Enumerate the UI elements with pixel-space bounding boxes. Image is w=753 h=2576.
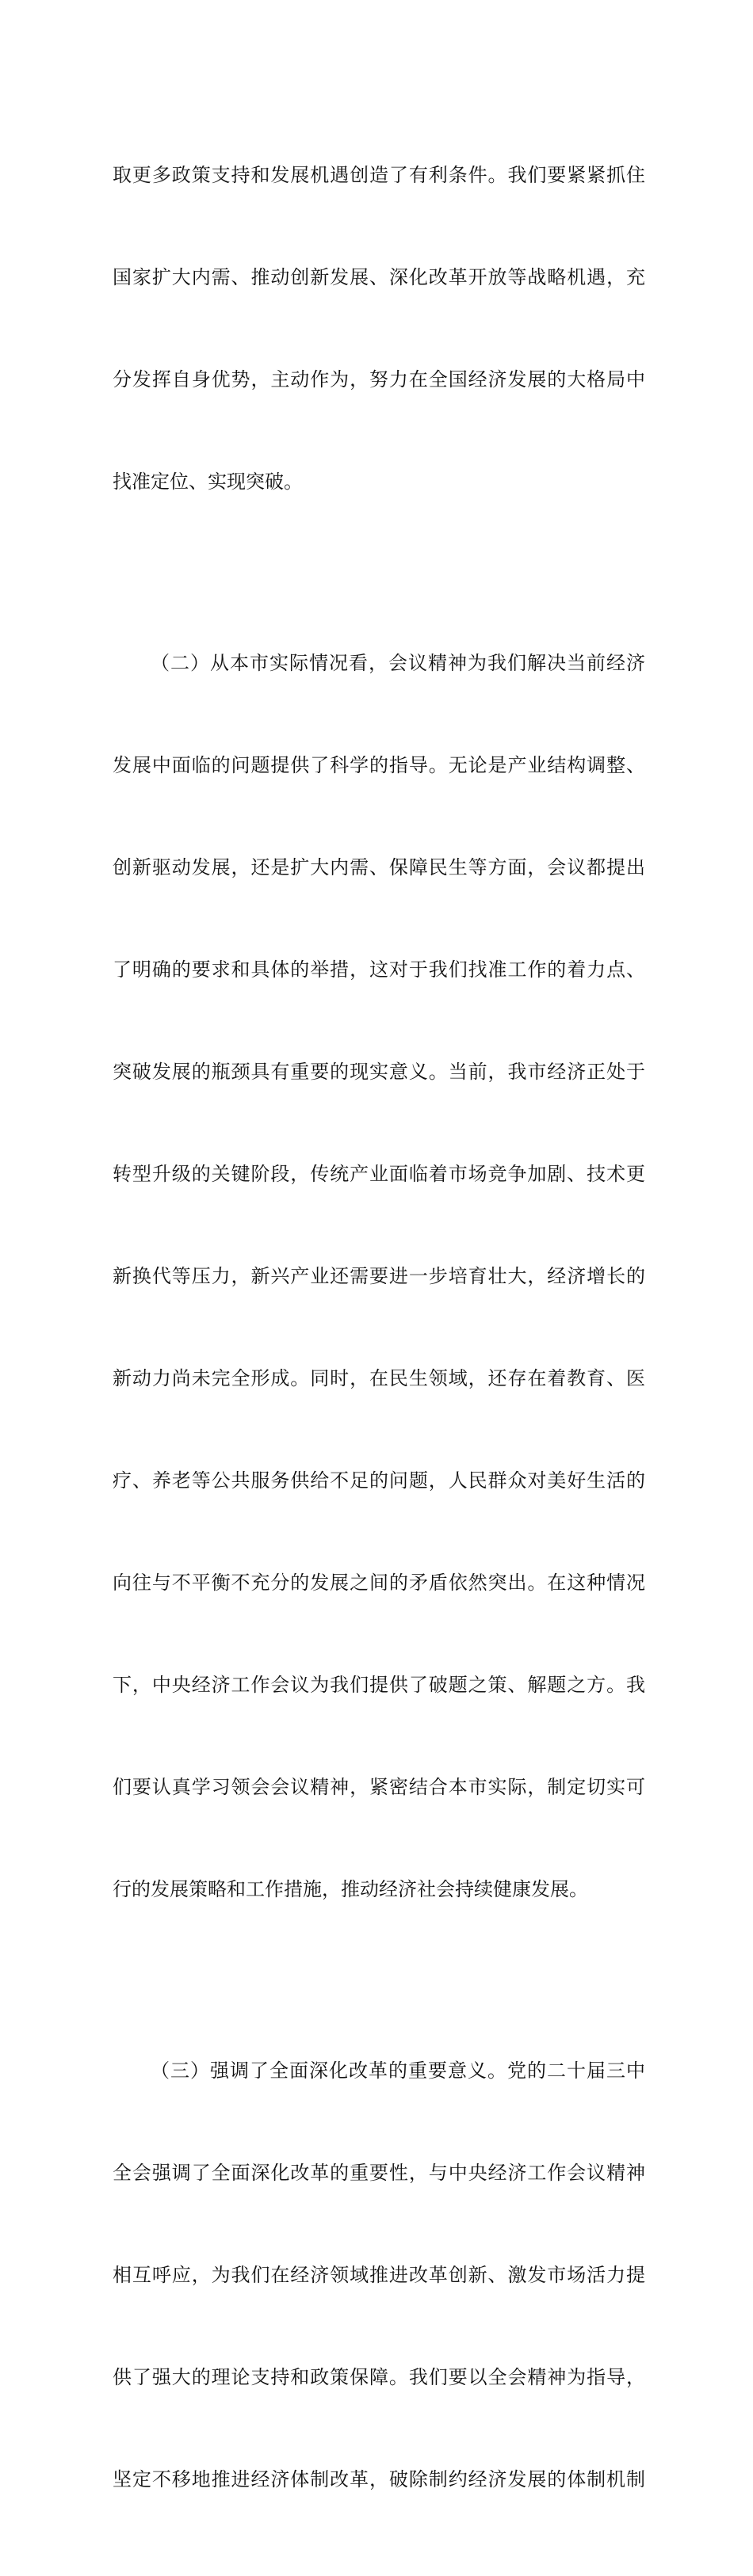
- text-line: 新换代等压力，新兴产业还需要进一步培育壮大，经济增长的: [113, 1265, 645, 1287]
- text-line: 了明确的要求和具体的举措，这对于我们找准工作的着力点、: [113, 958, 645, 981]
- text-line: 国家扩大内需、推动创新发展、深化改革开放等战略机遇，充: [113, 266, 645, 288]
- text-line: 取更多政策支持和发展机遇创造了有利条件。我们要紧紧抓住: [113, 164, 645, 186]
- text-line: 新动力尚未完全形成。同时，在民生领域，还存在着教育、医: [113, 1367, 645, 1389]
- text-line: 找准定位、实现突破。: [113, 471, 303, 493]
- text-line: 们要认真学习领会会议精神，紧密结合本市实际，制定切实可: [113, 1776, 645, 1798]
- text-line: 转型升级的关键阶段，传统产业面临着市场竞争加剧、技术更: [113, 1163, 645, 1185]
- text-line: 疗、养老等公共服务供给不足的问题，人民群众对美好生活的: [113, 1469, 645, 1492]
- text-line: 发展中面临的问题提供了科学的指导。无论是产业结构调整、: [113, 754, 645, 776]
- text-line: 相互呼应，为我们在经济领域推进改革创新、激发市场活力提: [113, 2264, 645, 2286]
- text-line: 突破发展的瓶颈具有重要的现实意义。当前，我市经济正处于: [113, 1061, 645, 1083]
- paragraph-1: [113, 90, 645, 567]
- text-line: 向往与不平衡不充分的发展之间的矛盾依然突出。在这种情况: [113, 1572, 645, 1594]
- text-line: 创新驱动发展，还是扩大内需、保障民生等方面，会议都提出: [113, 856, 645, 878]
- text-line: （三）强调了全面深化改革的重要意义。党的二十届三中: [151, 2060, 645, 2082]
- text-line: 坚定不移地推进经济体制改革，破除制约经济发展的体制机制: [113, 2468, 645, 2490]
- text-line: （二）从本市实际情况看，会议精神为我们解决当前经济: [151, 652, 645, 674]
- text-line: 行的发展策略和工作措施，推动经济社会持续健康发展。: [113, 1878, 588, 1900]
- text-line: 供了强大的理论支持和政策保障。我们要以全会精神为指导，: [113, 2366, 645, 2388]
- document-body: [113, 90, 645, 2576]
- text-line: 分发挥自身优势，主动作为，努力在全国经济发展的大格局中: [113, 368, 645, 391]
- text-line: 全会强调了全面深化改革的重要性，与中央经济工作会议精神: [113, 2162, 645, 2184]
- paragraph-3: [113, 1986, 645, 2565]
- paragraph-2: [113, 578, 645, 1975]
- text-line: 下，中央经济工作会议为我们提供了破题之策、解题之方。我: [113, 1674, 645, 1696]
